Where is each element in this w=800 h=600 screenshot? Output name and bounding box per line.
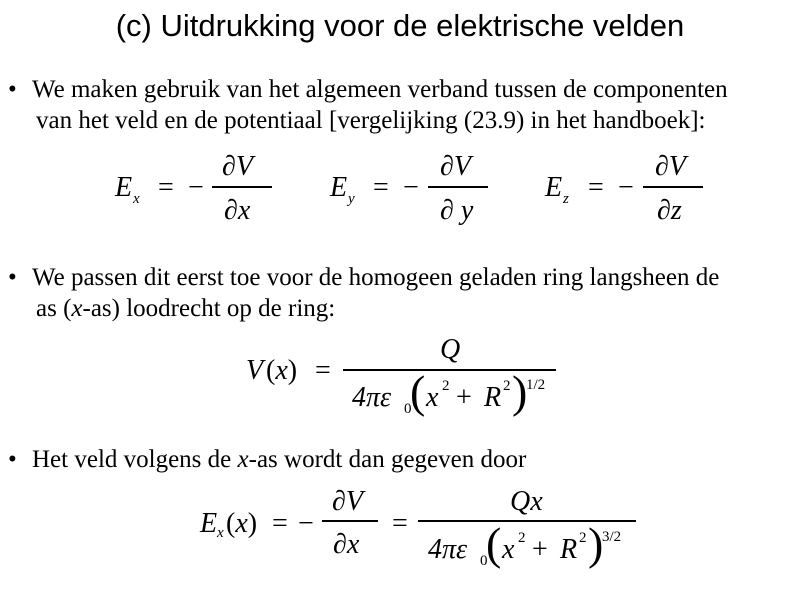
- eq-subscript: x: [133, 191, 140, 207]
- eq-argument: (x): [266, 355, 298, 386]
- eq-minus: −: [298, 508, 314, 539]
- fraction-bar: [212, 186, 272, 188]
- eq-eps-subscript: 0: [480, 553, 488, 569]
- bullet-line: [8, 444, 788, 475]
- eq-subscript: x: [217, 525, 224, 541]
- eq-plus: +: [532, 534, 548, 565]
- bullet-var-x: x: [237, 446, 249, 473]
- eq-exponent: 3/2: [602, 529, 622, 545]
- fraction-bar: [428, 186, 488, 188]
- eq-equals: =: [392, 508, 408, 539]
- bullet-dot: •: [8, 264, 17, 291]
- bullet-field-along-x: [8, 444, 788, 475]
- bullet-line: We maken gebruik van het algemeen verband tussen de componenten: [32, 76, 728, 103]
- eq-exponent: 1/2: [526, 377, 546, 393]
- eq-var-x: x: [426, 382, 439, 413]
- bullet-text: Het veld volgens de: [32, 446, 238, 473]
- eq-var-R: R: [560, 534, 578, 565]
- eq-numerator: ∂V: [332, 486, 363, 517]
- bullet-line: We passen dit eerst toe voor de homogeen geladen ring langsheen de: [32, 264, 720, 291]
- eq-symbol-E: E: [545, 172, 563, 203]
- eq-left-paren: (: [486, 518, 502, 569]
- eq-equals: =: [373, 172, 389, 203]
- eq-numerator: Qx: [510, 486, 543, 517]
- bullet-text: as (: [36, 295, 72, 322]
- eq-right-paren: ): [588, 518, 604, 569]
- bullet-var-x: x: [71, 295, 83, 322]
- bullet-text: -as wordt dan gegeven door: [248, 446, 527, 473]
- eq-symbol-V: V: [246, 355, 264, 386]
- eq-argument: (x): [226, 508, 258, 539]
- eq-symbol-E: E: [330, 172, 348, 203]
- bullet-line: van het veld en de potentiaal [vergelijking (23.9) in het handboek]:: [36, 107, 706, 134]
- eq-equals: =: [272, 508, 288, 539]
- eq-var-x: x: [502, 534, 515, 565]
- eq-equals: =: [588, 172, 604, 203]
- eq-4-pi-eps: 4πε: [352, 382, 392, 413]
- eq-subscript: y: [348, 191, 355, 207]
- eq-var-R: R: [484, 382, 502, 413]
- fraction-bar: [643, 186, 703, 188]
- eq-denominator: ∂x: [333, 529, 360, 560]
- eq-minus: −: [618, 172, 634, 203]
- eq-symbol-E: E: [200, 508, 218, 539]
- eq-right-paren: ): [512, 366, 528, 417]
- eq-numerator: ∂V: [222, 151, 253, 182]
- eq-square: 2: [579, 530, 587, 546]
- bullet-apply-ring: [8, 262, 788, 324]
- eq-eps-subscript: 0: [404, 401, 412, 417]
- eq-denominator: ∂ y: [440, 195, 474, 226]
- bullet-line: [8, 293, 788, 324]
- eq-minus: −: [188, 172, 204, 203]
- bullet-general-relation: [8, 74, 788, 136]
- eq-minus: −: [403, 172, 419, 203]
- bullet-dot: •: [8, 76, 17, 103]
- eq-equals: =: [315, 355, 331, 386]
- eq-numerator: Q: [440, 334, 461, 365]
- eq-denominator: ∂x: [224, 195, 251, 226]
- eq-square: 2: [518, 530, 526, 546]
- eq-subscript: z: [563, 191, 569, 207]
- slide-title: (c) Uitdrukking voor de elektrische velden: [115, 8, 685, 43]
- eq-numerator: ∂V: [440, 151, 471, 182]
- eq-equals: =: [158, 172, 174, 203]
- bullet-text: -as) loodrecht op de ring:: [82, 295, 336, 322]
- eq-plus: +: [456, 382, 472, 413]
- eq-4-pi-eps: 4πε: [428, 534, 468, 565]
- eq-left-paren: (: [410, 366, 426, 417]
- eq-square: 2: [442, 378, 450, 394]
- eq-square: 2: [503, 378, 511, 394]
- eq-numerator: ∂V: [655, 151, 686, 182]
- eq-symbol-E: E: [115, 172, 133, 203]
- fraction-bar: [322, 520, 378, 522]
- bullet-dot: •: [8, 446, 17, 473]
- eq-denominator: ∂z: [657, 195, 682, 226]
